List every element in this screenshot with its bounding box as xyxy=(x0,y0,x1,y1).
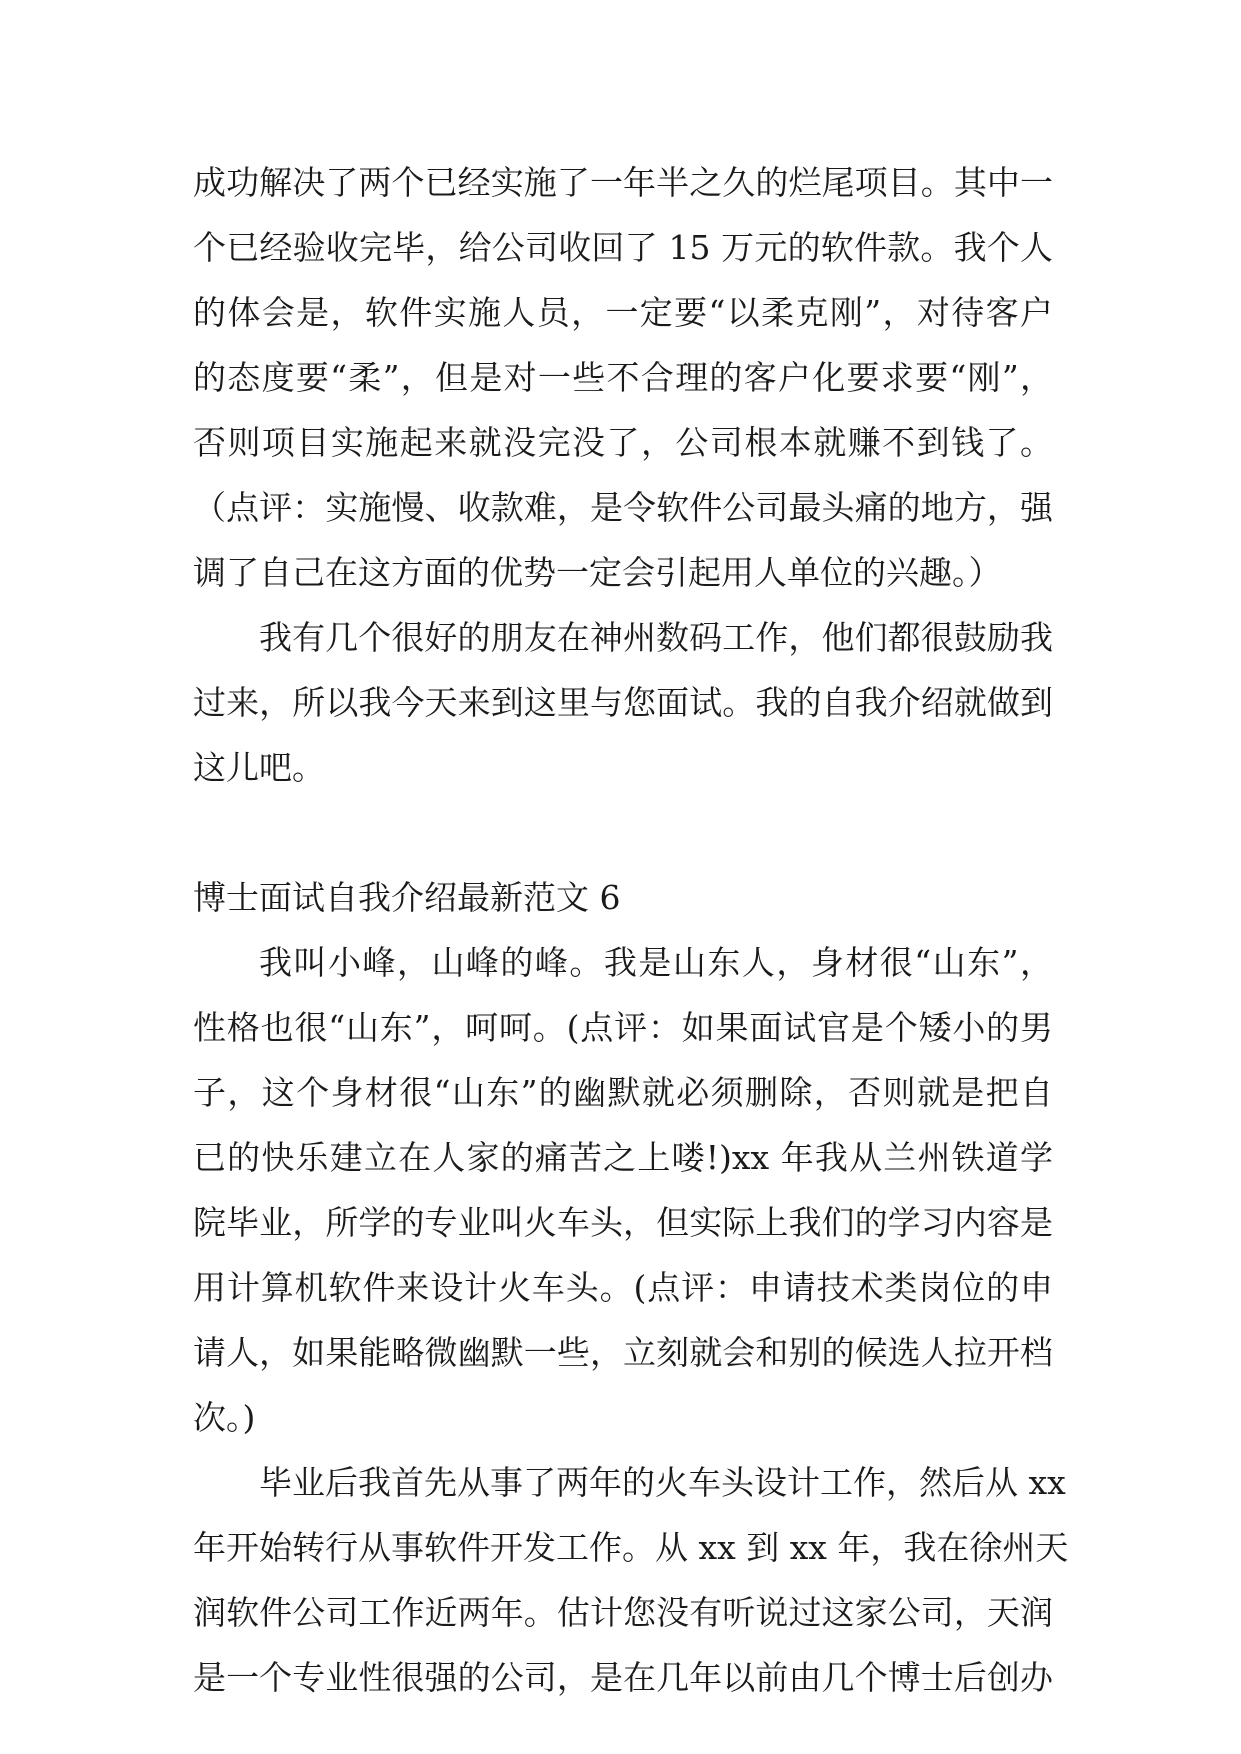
text-line: 的态度要“柔”，但是对一些不合理的客户化要求要“刚”， xyxy=(193,358,1053,397)
text-line: 年开始转行从事软件开发工作。从 xx 到 xx 年，我在徐州天 xyxy=(193,1528,1069,1567)
text-line: 调了自己在这方面的优势一定会引起用人单位的兴趣。） xyxy=(193,553,1002,592)
section-title: 博士面试自我介绍最新范文 6 xyxy=(193,878,621,917)
text-line: 我叫小峰，山峰的峰。我是山东人，身材很“山东”， xyxy=(259,943,1053,982)
text-line: 次。) xyxy=(193,1398,256,1437)
text-line: 过来，所以我今天来到这里与您面试。我的自我介绍就做到 xyxy=(193,683,1053,722)
text-line: 是一个专业性很强的公司，是在几年以前由几个博士后创办 xyxy=(193,1658,1053,1697)
text-line: 个已经验收完毕，给公司收回了 15 万元的软件款。我个人 xyxy=(193,228,1053,267)
paragraph-2 xyxy=(193,605,1053,800)
text-line: 毕业后我首先从事了两年的火车头设计工作，然后从 xx xyxy=(259,1463,1066,1502)
paragraph-3 xyxy=(193,930,1053,1450)
paragraph-1 xyxy=(193,150,1053,605)
paragraph-4 xyxy=(193,1450,1069,1710)
text-line: 子，这个身材很“山东”的幽默就必须删除，否则就是把自 xyxy=(193,1073,1053,1112)
text-line: 用计算机软件来设计火车头。(点评：申请技术类岗位的申 xyxy=(193,1268,1053,1307)
text-line: 请人，如果能略微幽默一些，立刻就会和别的候选人拉开档 xyxy=(193,1333,1053,1372)
text-line: 院毕业，所学的专业叫火车头，但实际上我们的学习内容是 xyxy=(193,1203,1053,1242)
text-line: 这儿吧。 xyxy=(193,748,325,787)
paragraph-spacer xyxy=(193,800,1053,865)
text-line: 否则项目实施起来就没完没了，公司根本就赚不到钱了。 xyxy=(193,423,1053,462)
text-line: 性格也很“山东”，呵呵。(点评：如果面试官是个矮小的男 xyxy=(193,1008,1053,1047)
text-line: 成功解决了两个已经实施了一年半之久的烂尾项目。其中一 xyxy=(193,163,1053,202)
text-line: 我有几个很好的朋友在神州数码工作，他们都很鼓励我 xyxy=(259,618,1053,657)
text-line: 的体会是，软件实施人员，一定要“以柔克刚”，对待客户 xyxy=(193,293,1053,332)
document-page xyxy=(193,150,1069,1710)
text-line: 润软件公司工作近两年。估计您没有听说过这家公司，天润 xyxy=(193,1593,1053,1632)
text-line: 已的快乐建立在人家的痛苦之上喽!)xx 年我从兰州铁道学 xyxy=(193,1138,1053,1177)
text-line: （点评：实施慢、收款难，是令软件公司最头痛的地方，强 xyxy=(193,488,1053,527)
